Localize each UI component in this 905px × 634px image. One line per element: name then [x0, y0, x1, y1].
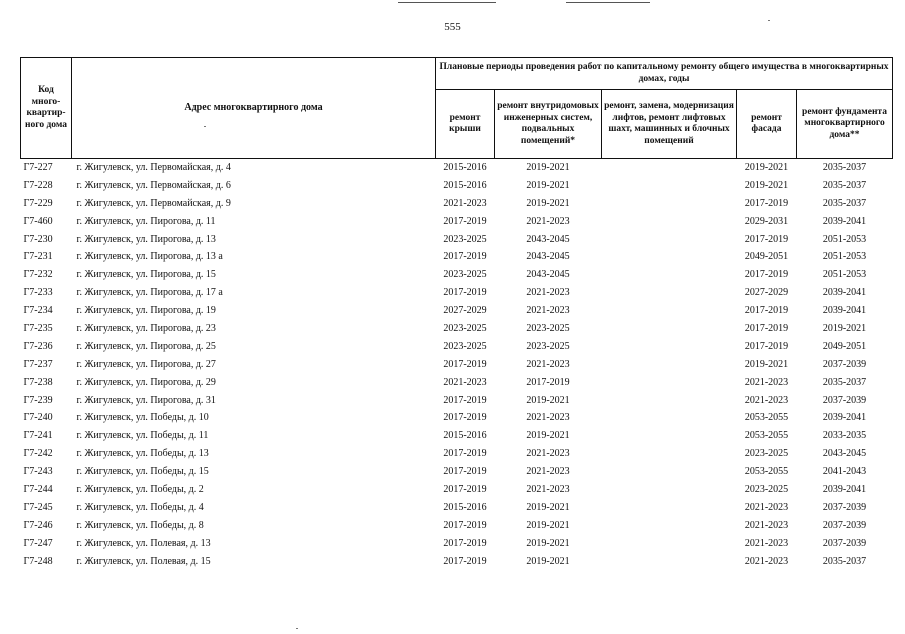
cell-engineering: 2019-2021	[526, 555, 570, 567]
cell-address: г. Жигулевск, ул. Победы, д. 2	[76, 483, 204, 495]
cell-engineering: 2019-2021	[526, 537, 570, 549]
cell-engineering: 2043-2045	[526, 233, 570, 245]
header-foundation: ремонт фундамента многоквартирного дома**	[797, 90, 893, 159]
table-row	[21, 481, 893, 499]
cell-address: г. Жигулевск, ул. Пирогова, д. 19	[76, 305, 216, 317]
cell-engineering: 2021-2023	[526, 305, 570, 317]
page-number: 555	[444, 21, 461, 33]
cell-foundation: 2039-2041	[822, 412, 867, 424]
table-row	[21, 463, 893, 481]
cell-code: Г7-246	[23, 519, 53, 531]
cell-facade: 2023-2025	[744, 448, 789, 460]
cell-foundation: 2039-2041	[822, 305, 867, 317]
cell-roof: 2023-2025	[443, 322, 487, 334]
cell-address: г. Жигулевск, ул. Первомайская, д. 9	[76, 197, 231, 209]
cell-foundation: 2049-2051	[822, 340, 867, 352]
cell-roof: 2021-2023	[443, 197, 487, 209]
table-row	[21, 320, 893, 338]
cell-engineering: 2019-2021	[526, 501, 570, 513]
cell-facade: 2023-2025	[744, 483, 789, 495]
cell-roof: 2021-2023	[443, 376, 487, 388]
cell-engineering: 2021-2023	[526, 287, 570, 299]
cell-address: г. Жигулевск, ул. Пирогова, д. 27	[76, 358, 216, 370]
cell-foundation: 2037-2039	[822, 394, 867, 406]
cell-elevators	[602, 338, 737, 356]
cell-elevators	[602, 177, 737, 195]
table-body	[21, 159, 893, 571]
cell-engineering: 2021-2023	[526, 215, 570, 227]
cell-foundation: 2051-2053	[822, 233, 867, 245]
cell-address: г. Жигулевск, ул. Полевая, д. 15	[76, 555, 211, 567]
table-row	[21, 553, 893, 571]
table-row	[21, 231, 893, 249]
cell-code: Г7-238	[23, 376, 53, 388]
cell-foundation: 2041-2043	[822, 466, 867, 478]
table-row	[21, 177, 893, 195]
cell-elevators	[602, 553, 737, 571]
cell-foundation: 2043-2045	[822, 448, 867, 460]
cell-code: Г7-231	[23, 251, 53, 263]
cell-foundation: 2035-2037	[822, 161, 867, 173]
cell-code: Г7-232	[23, 269, 53, 281]
table-row	[21, 392, 893, 410]
cell-elevators	[602, 517, 737, 535]
header-code: Код много-квартир-ного дома	[21, 58, 72, 159]
cell-address: г. Жигулевск, ул. Полевая, д. 13	[76, 537, 211, 549]
table-row	[21, 213, 893, 231]
cell-foundation: 2035-2037	[822, 179, 867, 191]
cell-engineering: 2019-2021	[526, 519, 570, 531]
cell-elevators	[602, 409, 737, 427]
cell-engineering: 2019-2021	[526, 179, 570, 191]
cell-facade: 2019-2021	[744, 179, 789, 191]
cell-engineering: 2019-2021	[526, 161, 570, 173]
cell-facade: 2021-2023	[744, 501, 789, 513]
cell-engineering: 2023-2025	[526, 340, 570, 352]
cell-elevators	[602, 427, 737, 445]
cell-roof: 2017-2019	[443, 519, 487, 531]
cell-elevators	[602, 481, 737, 499]
cell-code: Г7-236	[23, 340, 53, 352]
cell-facade: 2019-2021	[744, 161, 789, 173]
cell-elevators	[602, 284, 737, 302]
header-engineering: ремонт внутридомовых инженерных систем, подвальных помещений*	[495, 90, 602, 159]
cell-address: г. Жигулевск, ул. Пирогова, д. 17 а	[76, 287, 223, 299]
cell-code: Г7-248	[23, 555, 53, 567]
table-row	[21, 248, 893, 266]
cell-address: г. Жигулевск, ул. Пирогова, д. 25	[76, 340, 216, 352]
cell-elevators	[602, 159, 737, 177]
cell-roof: 2017-2019	[443, 358, 487, 370]
cell-address: г. Жигулевск, ул. Победы, д. 8	[76, 519, 204, 531]
cell-roof: 2017-2019	[443, 555, 487, 567]
cell-facade: 2027-2029	[744, 287, 789, 299]
cell-code: Г7-237	[23, 358, 53, 370]
cell-roof: 2017-2019	[443, 483, 487, 495]
cell-facade: 2053-2055	[744, 466, 789, 478]
cell-foundation: 2035-2037	[822, 197, 867, 209]
cell-address: г. Жигулевск, ул. Пирогова, д. 11	[76, 215, 216, 227]
cell-roof: 2017-2019	[443, 287, 487, 299]
cell-code: Г7-239	[23, 394, 53, 406]
cell-elevators	[602, 535, 737, 553]
header-roof: ремонт крыши	[436, 90, 495, 159]
cell-code: Г7-240	[23, 412, 53, 424]
table-row	[21, 284, 893, 302]
cell-engineering: 2021-2023	[526, 412, 570, 424]
cell-roof: 2023-2025	[443, 340, 487, 352]
table-row	[21, 499, 893, 517]
cell-engineering: 2043-2045	[526, 251, 570, 263]
table-row	[21, 338, 893, 356]
cell-roof: 2017-2019	[443, 215, 487, 227]
cell-code: Г7-245	[23, 501, 53, 513]
cell-facade: 2017-2019	[744, 340, 789, 352]
cell-address: г. Жигулевск, ул. Пирогова, д. 15	[76, 269, 216, 281]
cell-foundation: 2033-2035	[822, 430, 867, 442]
cell-facade: 2053-2055	[744, 430, 789, 442]
cell-address: г. Жигулевск, ул. Победы, д. 13	[76, 448, 209, 460]
header-periods-group: Плановые периоды проведения работ по капитальному ремонту общего имущества в многоквартирных домах, годы	[436, 58, 893, 90]
cell-facade: 2021-2023	[744, 519, 789, 531]
cell-foundation: 2039-2041	[822, 215, 867, 227]
cell-code: Г7-233	[23, 287, 53, 299]
cell-roof: 2017-2019	[443, 412, 487, 424]
cell-facade: 2053-2055	[744, 412, 789, 424]
cell-address: г. Жигулевск, ул. Пирогова, д. 13	[76, 233, 216, 245]
cell-address: г. Жигулевск, ул. Пирогова, д. 31	[76, 394, 216, 406]
cell-facade: 2017-2019	[744, 233, 789, 245]
cell-address: г. Жигулевск, ул. Пирогова, д. 29	[76, 376, 216, 388]
cell-facade: 2017-2019	[744, 197, 789, 209]
cell-facade: 2021-2023	[744, 555, 789, 567]
cell-facade: 2017-2019	[744, 305, 789, 317]
cell-code: Г7-244	[23, 483, 53, 495]
cell-elevators	[602, 463, 737, 481]
table-row	[21, 266, 893, 284]
table-row	[21, 535, 893, 553]
cell-facade: 2021-2023	[744, 537, 789, 549]
cell-elevators	[602, 320, 737, 338]
cell-address: г. Жигулевск, ул. Победы, д. 4	[76, 501, 204, 513]
cell-engineering: 2021-2023	[526, 448, 570, 460]
cell-address: г. Жигулевск, ул. Пирогова, д. 23	[76, 322, 216, 334]
cell-roof: 2017-2019	[443, 448, 487, 460]
cell-code: Г7-242	[23, 448, 53, 460]
cell-roof: 2027-2029	[443, 305, 487, 317]
cell-elevators	[602, 445, 737, 463]
cell-elevators	[602, 248, 737, 266]
cell-engineering: 2023-2025	[526, 322, 570, 334]
cell-engineering: 2021-2023	[526, 483, 570, 495]
cell-roof: 2017-2019	[443, 537, 487, 549]
cell-address: г. Жигулевск, ул. Победы, д. 15	[76, 466, 209, 478]
cell-code: Г7-460	[23, 215, 53, 227]
header-facade: ремонт фасада	[737, 90, 797, 159]
cell-roof: 2017-2019	[443, 466, 487, 478]
cell-engineering: 2019-2021	[526, 197, 570, 209]
cell-address: г. Жигулевск, ул. Первомайская, д. 6	[76, 179, 231, 191]
cell-elevators	[602, 231, 737, 249]
cell-address: г. Жигулевск, ул. Победы, д. 10	[76, 412, 209, 424]
cell-code: Г7-241	[23, 430, 53, 442]
cell-address: г. Жигулевск, ул. Первомайская, д. 4	[76, 161, 231, 173]
cell-foundation: 2051-2053	[822, 251, 867, 263]
cell-address: г. Жигулевск, ул. Победы, д. 11	[76, 430, 209, 442]
cell-elevators	[602, 213, 737, 231]
cell-engineering: 2019-2021	[526, 430, 570, 442]
cell-roof: 2017-2019	[443, 394, 487, 406]
cell-code: Г7-234	[23, 305, 53, 317]
cell-engineering: 2043-2045	[526, 269, 570, 281]
cell-roof: 2015-2016	[443, 161, 487, 173]
cell-foundation: 2019-2021	[822, 322, 867, 334]
cell-facade: 2021-2023	[744, 376, 789, 388]
cell-facade: 2019-2021	[744, 358, 789, 370]
cell-facade: 2029-2031	[744, 215, 789, 227]
table-row	[21, 159, 893, 177]
table-row	[21, 302, 893, 320]
cell-foundation: 2035-2037	[822, 555, 867, 567]
cell-elevators	[602, 392, 737, 410]
table-row	[21, 374, 893, 392]
cell-code: Г7-247	[23, 537, 53, 549]
table-row	[21, 195, 893, 213]
cell-roof: 2023-2025	[443, 269, 487, 281]
table-row	[21, 517, 893, 535]
cell-facade: 2017-2019	[744, 322, 789, 334]
scan-edge-line-top	[566, 2, 650, 3]
cell-foundation: 2037-2039	[822, 501, 867, 513]
cell-elevators	[602, 356, 737, 374]
cell-foundation: 2039-2041	[822, 287, 867, 299]
cell-elevators	[602, 499, 737, 517]
cell-facade: 2021-2023	[744, 394, 789, 406]
cell-foundation: 2035-2037	[822, 376, 867, 388]
scan-speck	[296, 628, 298, 629]
cell-code: Г7-228	[23, 179, 53, 191]
header-address: Адрес многоквартирного дома	[72, 58, 436, 159]
cell-foundation: 2037-2039	[822, 537, 867, 549]
cell-code: Г7-229	[23, 197, 53, 209]
cell-foundation: 2039-2041	[822, 483, 867, 495]
cell-elevators	[602, 302, 737, 320]
header-elevators: ремонт, замена, модернизация лифтов, ремонт лифтовых шахт, машинных и блочных помещений	[602, 90, 737, 159]
cell-engineering: 2021-2023	[526, 358, 570, 370]
cell-elevators	[602, 195, 737, 213]
cell-code: Г7-230	[23, 233, 53, 245]
cell-code: Г7-243	[23, 466, 53, 478]
cell-roof: 2017-2019	[443, 251, 487, 263]
cell-roof: 2015-2016	[443, 179, 487, 191]
cell-foundation: 2051-2053	[822, 269, 867, 281]
cell-engineering: 2021-2023	[526, 466, 570, 478]
table-row	[21, 356, 893, 374]
cell-code: Г7-235	[23, 322, 53, 334]
cell-address: г. Жигулевск, ул. Пирогова, д. 13 а	[76, 251, 223, 263]
cell-roof: 2023-2025	[443, 233, 487, 245]
cell-facade: 2017-2019	[744, 269, 789, 281]
cell-roof: 2015-2016	[443, 501, 487, 513]
table-row	[21, 409, 893, 427]
cell-elevators	[602, 374, 737, 392]
scan-edge-line-top	[398, 2, 496, 3]
cell-elevators	[602, 266, 737, 284]
cell-engineering: 2019-2021	[526, 394, 570, 406]
cell-foundation: 2037-2039	[822, 358, 867, 370]
cell-foundation: 2037-2039	[822, 519, 867, 531]
capital-repair-table	[20, 57, 893, 570]
table-row	[21, 445, 893, 463]
cell-facade: 2049-2051	[744, 251, 789, 263]
cell-code: Г7-227	[23, 161, 53, 173]
cell-roof: 2015-2016	[443, 430, 487, 442]
table-row	[21, 427, 893, 445]
cell-engineering: 2017-2019	[526, 376, 570, 388]
